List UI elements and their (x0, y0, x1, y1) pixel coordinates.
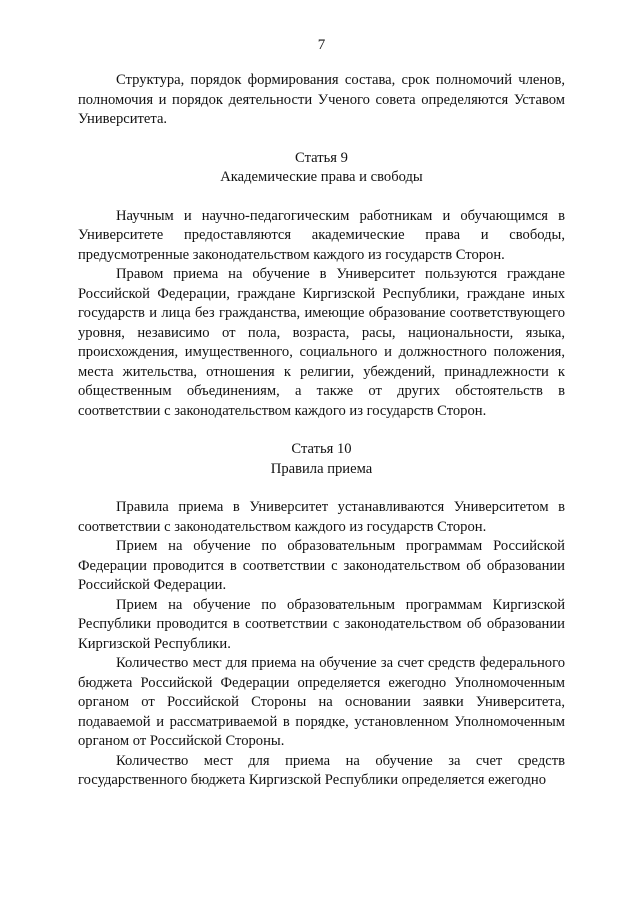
article-10-heading (78, 440, 565, 479)
article-10-paragraph-4: Количество мест для приема на обучение за счет средств федерального бюджета Российской Федерации определяется ежегодно Уполномоченным органом от Российской Стороны на основании заявки Университета, подаваемой и рассматриваемой в порядке, установленном Уполномоченным органом от Российской Стороны. (78, 655, 565, 749)
article-10-paragraph-5: Количество мест для приема на обучение за счет средств государственного бюджета Киргизской Республики определяется ежегодно (78, 752, 565, 788)
article-10-paragraph-1: Правила приема в Университет устанавливаются Университетом в соответствии с законодательством каждого из государств Сторон. (78, 499, 565, 535)
article-10-paragraph-2: Прием на обучение по образовательным программам Российской Федерации проводится в соответствии с законодательством об образовании Российской Федерации. (78, 538, 565, 593)
document-page (78, 36, 565, 791)
article-10-number: Статья 10 (291, 441, 352, 457)
article-9-number: Статья 9 (295, 149, 348, 166)
article-10-paragraph-3: Прием на обучение по образовательным программам Киргизской Республики проводится в соответствии с законодательством об образовании Киргизской Республики. (78, 596, 565, 652)
article-9-paragraph-1: Научным и научно-педагогическим работникам и обучающимся в Университете предоставляются академические права и свободы, предусмотренные законодательством каждого из государств Сторон. (78, 207, 565, 263)
intro-paragraph: Структура, порядок формирования состава, срок полномочий членов, полномочия и порядок деятельности Ученого совета определяются Уставом Университета. (78, 72, 565, 127)
article-10-title: Правила приема (270, 460, 373, 477)
article-9-title: Академические права и свободы (220, 169, 423, 185)
article-9-paragraph-2: Правом приема на обучение в Университет пользуются граждане Российской Федерации, граждане Киргизской Республики, граждане иных государств и лица без гражданства, имеющие образование соответствующего уровня, независимо от пола, возраста, расы, национальности, языка, происхождения, имущественного, социального и должностного положения, места жительства, отношения к религии, убеждений, принадлежности к общественным объединениям, а также от других обстоятельств в соответствии с законодательством каждого из государств Сторон. (78, 266, 565, 419)
page-number: 7 (317, 37, 326, 53)
article-9-heading (78, 149, 565, 188)
